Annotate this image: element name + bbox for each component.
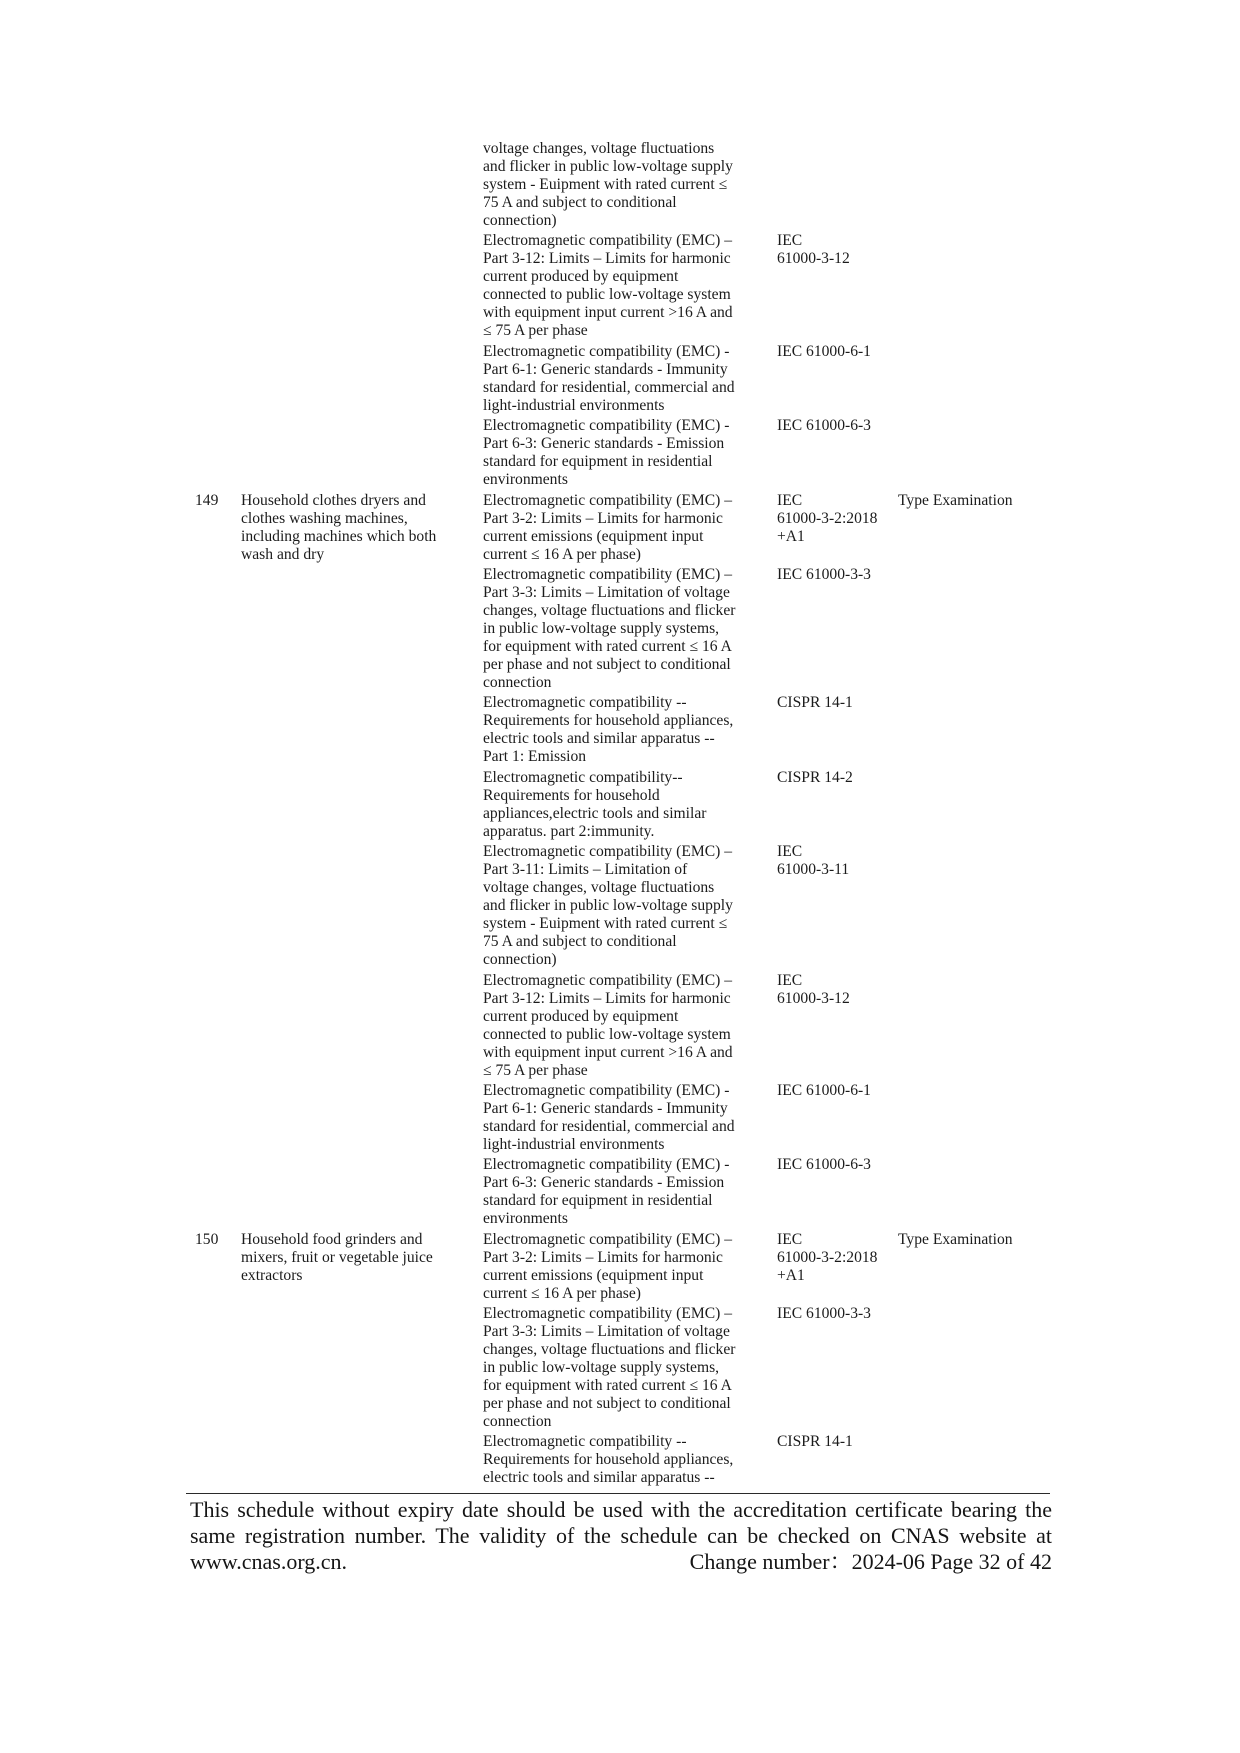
standard-entry bbox=[483, 566, 898, 692]
standard-code: IEC 61000-3-2:2018 +A1 bbox=[777, 491, 878, 545]
footer-rule bbox=[186, 1493, 1050, 1494]
standard-title: Electromagnetic compatibility (EMC) - Part 6-3: Generic standards - Emission standard for equipment in residential environments bbox=[483, 417, 730, 489]
standards-list bbox=[483, 492, 898, 1231]
standard-title: Electromagnetic compatibility -- Requirements for household appliances, electric tools and similar apparatus -- Part 1: Emission bbox=[483, 694, 734, 766]
standard-code: IEC 61000-3-11 bbox=[777, 843, 850, 879]
standard-title: Electromagnetic compatibility (EMC) – Part 3-12: Limits – Limits for harmonic current produced by equipment connected to public low-voltage system with equipment input current >16 A and ≤ 75 A per phase bbox=[483, 971, 733, 1079]
test-notes: Type Examination bbox=[898, 1230, 1013, 1248]
standard-entry bbox=[483, 1231, 898, 1303]
standard-code: IEC 61000-3-12 bbox=[777, 971, 850, 1007]
test-notes: Type Examination bbox=[898, 491, 1013, 509]
table-row bbox=[195, 140, 1095, 492]
product-name: Household food grinders and mixers, fruit or vegetable juice extractors bbox=[241, 1230, 433, 1284]
standard-title: Electromagnetic compatibility (EMC) – Part 3-12: Limits – Limits for harmonic current produced by equipment connected to public low-voltage system with equipment input current >16 A and ≤ 75 A per phase bbox=[483, 232, 733, 340]
item-number: 149 bbox=[195, 491, 219, 509]
standard-title: Electromagnetic compatibility (EMC) - Part 6-1: Generic standards - Immunity standard for residential, commercial and light-industrial environments bbox=[483, 342, 735, 414]
standards-list bbox=[483, 1231, 898, 1490]
standard-title: Electromagnetic compatibility (EMC) - Part 6-1: Generic standards - Immunity standard for residential, commercial and light-industrial environments bbox=[483, 1081, 735, 1153]
standard-entry bbox=[483, 1156, 898, 1228]
standard-code: CISPR 14-2 bbox=[777, 768, 853, 786]
standard-code: IEC 61000-6-1 bbox=[777, 1081, 871, 1099]
standard-code: IEC 61000-3-3 bbox=[777, 565, 871, 583]
standard-entry bbox=[483, 140, 898, 230]
standard-code: IEC 61000-6-1 bbox=[777, 342, 871, 360]
footer bbox=[190, 1497, 1052, 1575]
standard-entry bbox=[483, 694, 898, 766]
change-number: Change number：2024-06 Page 32 of 42 bbox=[689, 1549, 1052, 1574]
standard-title: Electromagnetic compatibility -- Requirements for household appliances, electric tools and similar apparatus -- bbox=[483, 1433, 734, 1487]
standard-title: voltage changes, voltage fluctuations and flicker in public low-voltage supply system - Euipment with rated current ≤ 75 A and subject to conditional connection) bbox=[483, 140, 733, 229]
standards-list bbox=[483, 140, 898, 492]
standard-code: IEC 61000-6-3 bbox=[777, 417, 871, 435]
standard-code: CISPR 14-1 bbox=[777, 1433, 853, 1451]
table-row bbox=[195, 492, 1095, 1231]
table-row bbox=[195, 1231, 1095, 1490]
footer-text-line-2: same registration number. The validity of the schedule can be checked on CNAS website at bbox=[190, 1523, 1052, 1548]
standard-entry bbox=[483, 1305, 898, 1431]
standard-code: IEC 61000-6-3 bbox=[777, 1156, 871, 1174]
product-name: Household clothes dryers and clothes washing machines, including machines which both wash and dry bbox=[241, 491, 437, 563]
standard-title: Electromagnetic compatibility-- Requirements for household appliances,electric tools and similar apparatus. part 2:immunity. bbox=[483, 768, 707, 840]
standard-entry bbox=[483, 492, 898, 564]
standard-code: IEC 61000-3-2:2018 +A1 bbox=[777, 1230, 878, 1284]
standard-title: Electromagnetic compatibility (EMC) – Part 3-2: Limits – Limits for harmonic current emissions (equipment input current ≤ 16 A per phase) bbox=[483, 491, 732, 563]
item-number: 150 bbox=[195, 1230, 219, 1248]
standard-title: Electromagnetic compatibility (EMC) – Part 3-3: Limits – Limitation of voltage changes, voltage fluctuations and flicker in public low-voltage supply systems, for equipment with rated current ≤ 16 A per phase and not subject to conditional connection bbox=[483, 1305, 736, 1431]
standard-title: Electromagnetic compatibility (EMC) - Part 6-3: Generic standards - Emission standard for equipment in residential environments bbox=[483, 1156, 730, 1228]
standard-entry bbox=[483, 1433, 898, 1487]
standard-entry bbox=[483, 972, 898, 1080]
standard-entry bbox=[483, 843, 898, 969]
schedule-table bbox=[195, 140, 1095, 1490]
footer-text-line-3 bbox=[190, 1549, 1052, 1575]
standard-title: Electromagnetic compatibility (EMC) – Part 3-2: Limits – Limits for harmonic current emissions (equipment input current ≤ 16 A per phase) bbox=[483, 1230, 732, 1302]
standard-code: IEC 61000-3-3 bbox=[777, 1305, 871, 1323]
standard-title: Electromagnetic compatibility (EMC) – Part 3-3: Limits – Limitation of voltage changes, voltage fluctuations and flicker in public low-voltage supply systems, for equipment with rated current ≤ 16 A per phase and not subject to conditional connection bbox=[483, 565, 736, 691]
standard-entry bbox=[483, 1082, 898, 1154]
standard-entry bbox=[483, 343, 898, 415]
website-link[interactable]: www.cnas.org.cn. bbox=[190, 1549, 348, 1574]
standard-entry bbox=[483, 232, 898, 340]
standard-code: CISPR 14-1 bbox=[777, 694, 853, 712]
standard-entry bbox=[483, 417, 898, 489]
standard-code: IEC 61000-3-12 bbox=[777, 232, 850, 268]
standard-title: Electromagnetic compatibility (EMC) – Part 3-11: Limits – Limitation of voltage changes, voltage fluctuations and flicker in public low-voltage supply system - Euipment with rated current ≤ 75 A and subject to conditional connection) bbox=[483, 843, 733, 969]
standard-entry bbox=[483, 769, 898, 841]
footer-text-line-1: This schedule without expiry date should be used with the accreditation certificate bearing the bbox=[190, 1497, 1052, 1522]
